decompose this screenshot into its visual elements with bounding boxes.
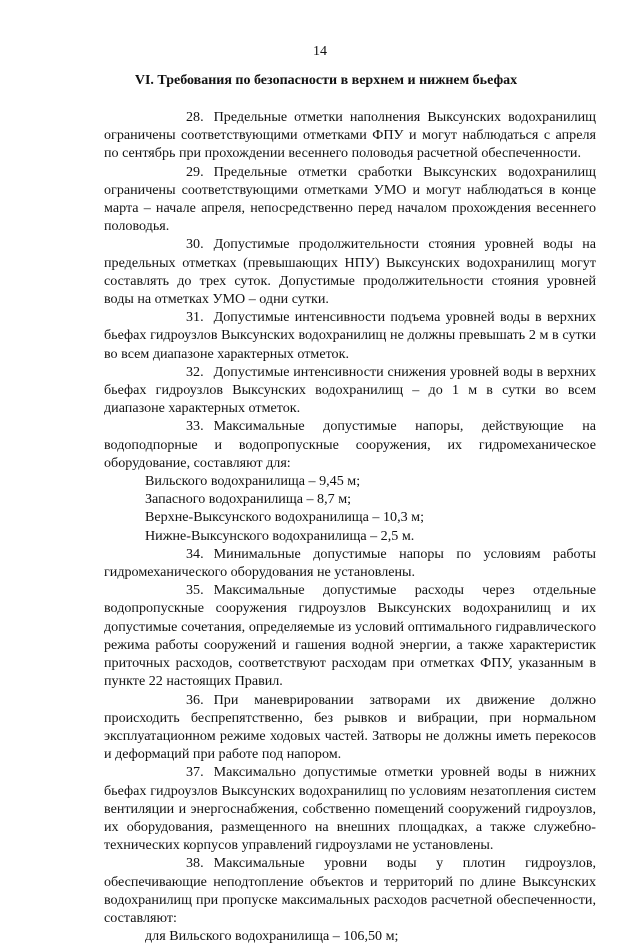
paragraph-number: 35. [186, 582, 204, 599]
paragraph-29 [104, 163, 596, 236]
paragraph-31 [104, 308, 596, 363]
paragraph-text: Максимально допустимые отметки уровней воды в нижних бьефах гидроузлов Выксунских водохранилищ по условиям незатопления систем вентиляции и энергоснабжения, собственно помещений сооружений гидроузлов, их оборудования, размещенного на внешних площадках, а также служебно-технических корпусов управлений гидроузлами не установлены. [104, 764, 596, 854]
page-number: 14 [313, 44, 327, 59]
section-title: VI. Требования по безопасности в верхнем и нижнем бьефах [134, 73, 518, 88]
paragraph-number: 28. [186, 109, 204, 125]
paragraph-number: 32. [186, 363, 204, 380]
paragraph-28 [104, 108, 596, 163]
list-item: Запасного водохранилища – 8,7 м; [145, 491, 352, 508]
list-item: Нижне-Выксунского водохранилища – 2,5 м. [145, 527, 415, 544]
paragraph-text: Максимальные допустимые расходы через отдельные водопропускные сооружения гидроузлов Выксунских водохранилищ и их допустимые сочетания, определяемые из условий оптимального гидравлического режима работы сооружений и гашения водной энергии, а также характеристик приточных расходов, соответствуют расходам при отметках ФПУ, указанным в пункте 22 настоящих Правил. [104, 582, 596, 690]
list-item: для Вильского водохранилища – 106,50 м; [145, 928, 399, 945]
paragraph-number: 30. [186, 236, 204, 253]
paragraph-number: 31. [186, 309, 204, 326]
paragraph-number: 36. [186, 691, 204, 708]
paragraph-text: Предельные отметки наполнения Выксунских водохранилищ ограничены соответствующими отметками ФПУ и могут наблюдаться с апреля по сентябрь при прохождении весеннего половодья расчетной обеспеченности. [104, 109, 596, 162]
paragraph-number: 38. [186, 855, 204, 872]
paragraph-text: Допустимые интенсивности подъема уровней воды в верхних бьефах гидроузлов Выксунских водохранилищ не должны превышать 2 м в сутки во всем диапазоне характерных отметок. [104, 309, 596, 362]
paragraph-text: Максимальные уровни воды у плотин гидроузлов, обеспечивающие неподтопление объектов и территорий по длине Выксунских водохранилищ при пропуске максимальных расходов расчетной обеспеченности, составляют: [104, 855, 596, 926]
paragraph-text: При маневрировании затворами их движение должно происходить беспрепятственно, без рывков и вибрации, при нормальном эксплуатационном режиме ходовых частей. Затворы не должны иметь перекосов и деформаций при работе под напором. [104, 691, 596, 763]
paragraph-text: Допустимые интенсивности снижения уровней воды в верхних бьефах гидроузлов Выксунских водохранилищ – до 1 м в сутки во всем диапазоне характерных отметок. [104, 363, 596, 417]
paragraph-number: 37. [186, 764, 204, 781]
paragraph-text: Предельные отметки сработки Выксунских водохранилищ ограничены соответствующими отметками УМО и могут наблюдаться в конце марта – начале апреля, непосредственно перед началом прохождения весеннего половодья. [104, 163, 596, 235]
list-item: Верхне-Выксунского водохранилища – 10,3 м; [145, 509, 424, 526]
paragraph-text: Минимальные допустимые напоры по условиям работы гидромеханического оборудования не установлены. [104, 545, 596, 581]
paragraph-32 [104, 363, 596, 418]
paragraph-35 [104, 581, 596, 690]
paragraph-text: Максимальные допустимые напоры, действующие на водоподпорные и водопропускные сооружения, их гидромеханическое оборудование, составляют для: [104, 418, 596, 471]
paragraph-number: 34. [186, 545, 204, 562]
document-body [104, 108, 596, 945]
paragraph-33 [104, 417, 596, 472]
paragraph-number: 33. [186, 418, 204, 435]
list-item: Вильского водохранилища – 9,45 м; [145, 473, 361, 490]
paragraph-number: 29. [186, 163, 204, 180]
paragraph-37 [104, 763, 596, 854]
paragraph-30 [104, 235, 596, 308]
paragraph-38 [104, 854, 596, 927]
paragraph-34 [104, 545, 596, 581]
paragraph-text: Допустимые продолжительности стояния уровней воды на предельных отметках (превышающих НПУ) Выксунских водохранилищ могут составлять до трех суток. Допустимые продолжительности стояния уровней воды на отметках УМО – одни сутки. [104, 236, 596, 308]
paragraph-36 [104, 691, 596, 764]
